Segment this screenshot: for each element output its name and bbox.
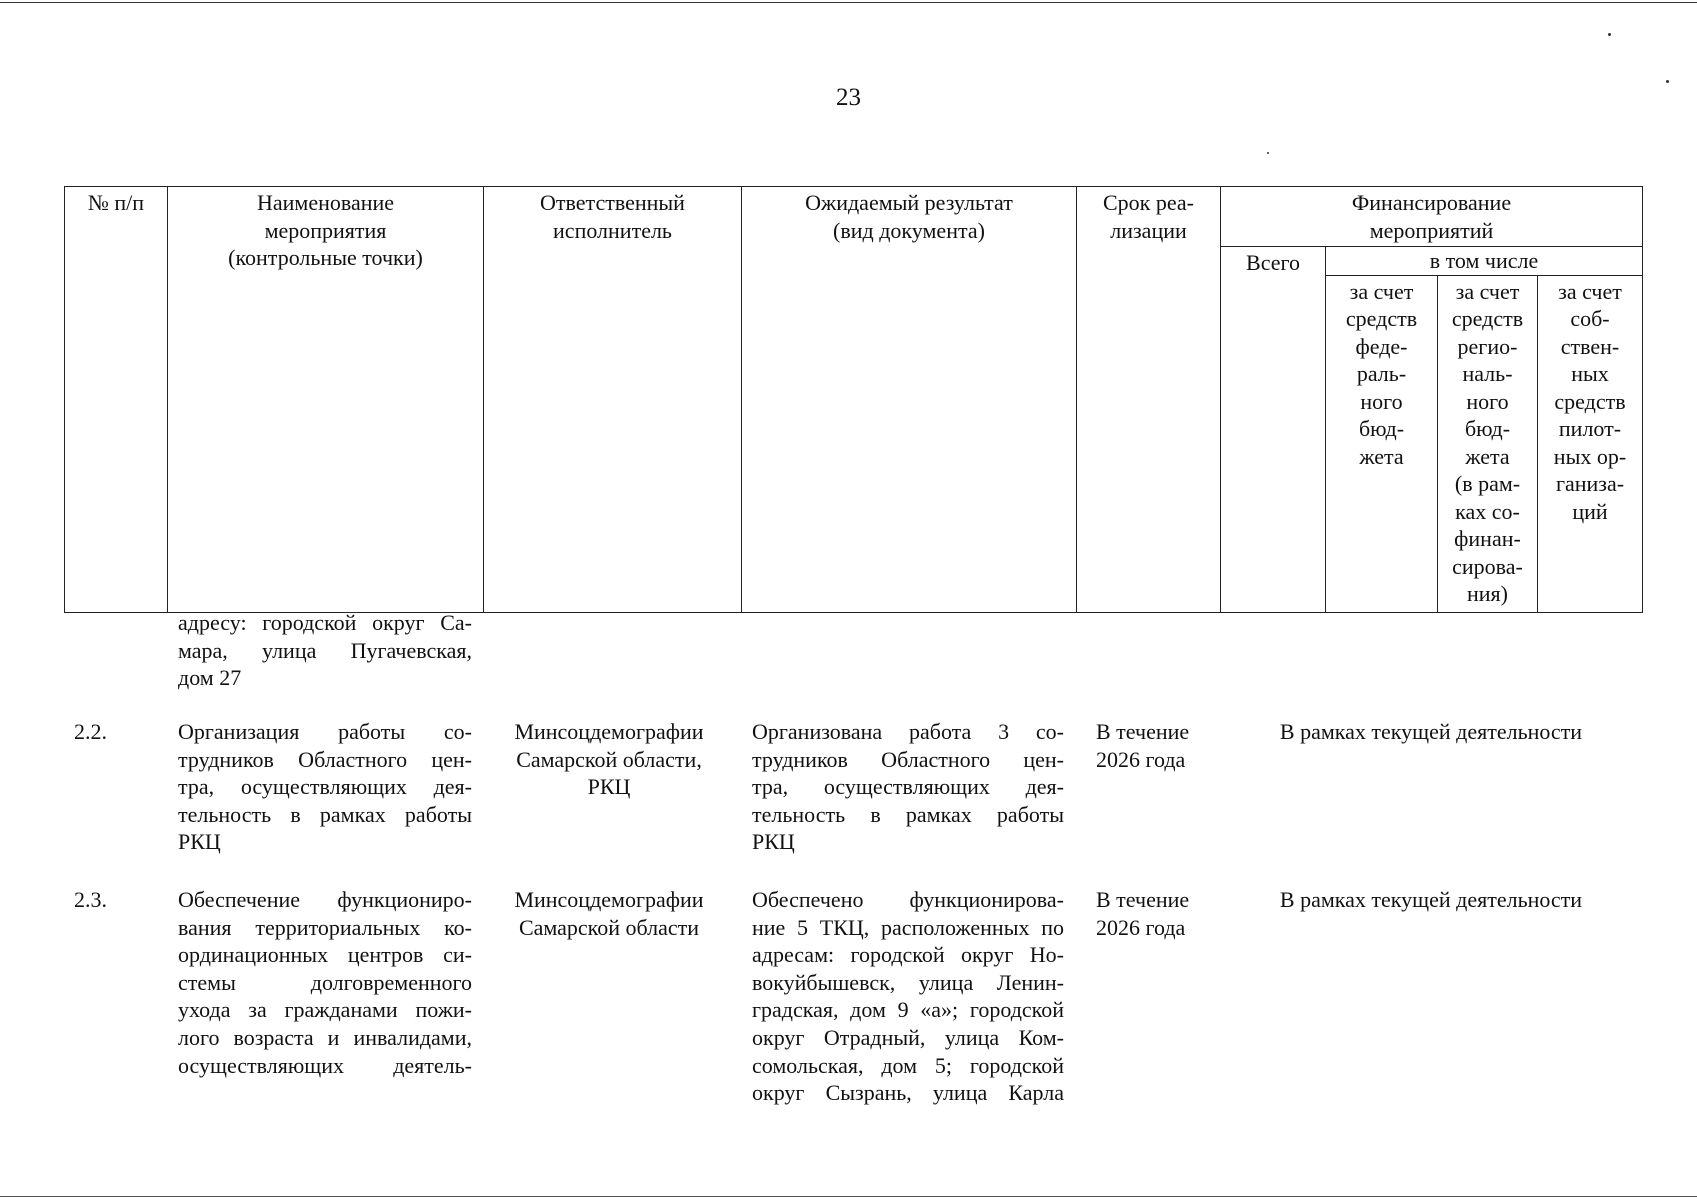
header-term: Срок реа- лизации: [1077, 187, 1221, 613]
row-term: В течение 2026 года: [1096, 887, 1190, 940]
row-financing: В рамках текущей деятельности: [1279, 719, 1583, 744]
bottom-edge-line: [0, 1196, 1697, 1197]
header-name: Наименование мероприятия (контрольные точки): [168, 187, 484, 613]
continuation-name: адресу: городской округ Са- мара, улица Пугачевская, дом 27: [178, 610, 472, 691]
header-regional: за счет средств регио- наль- ного бюд- жета (в рам- ках со- финан- сирова- ния): [1438, 275, 1538, 612]
header-num: № п/п: [65, 187, 168, 613]
row-term: В течение 2026 года: [1096, 719, 1190, 772]
row-number: 2.2.: [74, 719, 107, 744]
row-financing: В рамках текущей деятельности: [1279, 887, 1583, 912]
header-including: в том числе: [1326, 247, 1643, 276]
row-name: Организация работы со- трудников Областного цен- тра, осуществляющих дея- тельность в рамках работы РКЦ: [178, 719, 472, 855]
row-name: Обеспечение функциониро- вания территориальных ко- ординационных центров си- стемы долговременного ухода за гражданами пожи- лого возраста и инвалидами, осуществляющих деятель-: [178, 887, 472, 1078]
scan-speck: [1608, 33, 1611, 36]
header-financing: Финансирование мероприятий: [1221, 187, 1643, 247]
scan-speck: [1666, 80, 1669, 83]
row-executor: Минсоцдемографии Самарской области, РКЦ: [514, 719, 704, 800]
top-edge-line: [0, 2, 1697, 3]
header-result: Ожидаемый результат (вид документа): [742, 187, 1077, 613]
scan-speck: [1267, 152, 1269, 154]
table-header: [64, 186, 1643, 613]
row-number: 2.3.: [74, 887, 107, 912]
header-executor: Ответственный исполнитель: [484, 187, 742, 613]
header-federal: за счет средств феде- раль- ного бюд- жета: [1326, 275, 1438, 612]
row-executor: Минсоцдемографии Самарской области: [514, 887, 704, 940]
row-result: Обеспечено функционирова- ние 5 ТКЦ, расположенных по адресам: городской округ Но- вокуйбышевск, улица Ленин- градская, дом 9 «а»; городской округ Отрадный, улица Ком- сомольская, дом 5; городской округ Сызрань, улица Карла: [752, 887, 1064, 1106]
header-total: Всего: [1221, 247, 1326, 613]
page-number: 23: [836, 84, 861, 111]
row-result: Организована работа 3 со- трудников Областного цен- тра, осуществляющих дея- тельность в рамках работы РКЦ: [752, 719, 1064, 855]
header-own: за счет соб- ствен- ных средств пилот- ных ор- ганиза- ций: [1538, 275, 1643, 612]
